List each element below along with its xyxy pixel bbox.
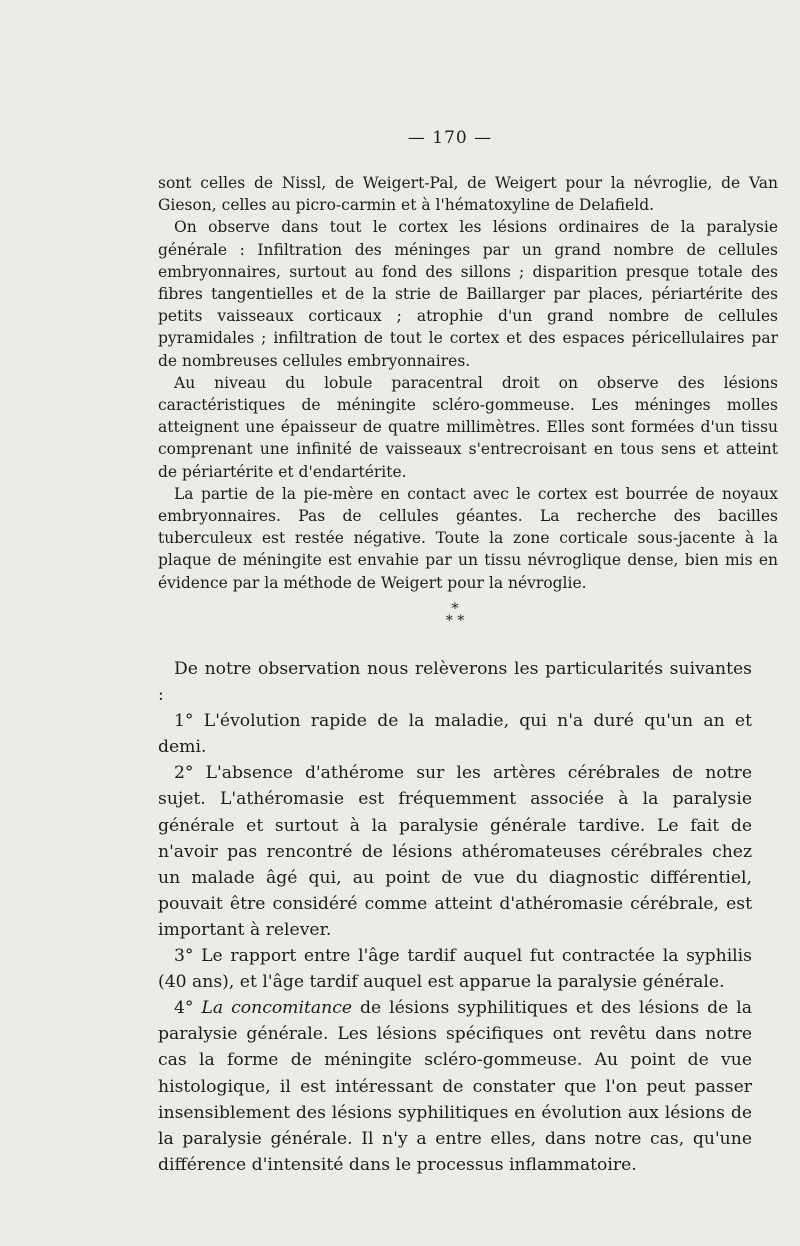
histology-section bbox=[158, 172, 778, 594]
paragraph-paracentral-lobule: Au niveau du lobule paracentral droit on observe des lésions caractéristiques de méningite scléro-gommeuse. Les méninges molles atteignent une épaisseur de quatre millimètres. Elles sont formées d'un tissu comprenant une infinité de vaisseaux s'entrecroisant en tous sens et atteint de périartérite et d'endartérite. bbox=[158, 373, 778, 481]
paragraph-point-2: 2° L'absence d'athérome sur les artères cérébrales de notre sujet. L'athéromasie est fréquemment associée à la paralysie générale et surtout à la paralysie générale tardive. Le fait de n'avoir pas rencontré de lésions athéromateuses cérébrales chez un malade âgé qui, au point de vue du diagnostic différentiel, pouvait être considéré comme atteint d'athéromasie cérébrale, est important à relever. bbox=[158, 763, 752, 940]
asterism-top: * bbox=[451, 601, 459, 617]
asterism-bottom: * * bbox=[445, 613, 465, 629]
paragraph-point-1: 1° L'évolution rapide de la maladie, qui n'a duré qu'un an et demi. bbox=[158, 711, 752, 758]
point-4-text: de lésions syphilitiques et des lésions de la paralysie générale. Les lésions spécifiques ont revêtu dans notre cas la forme de méningite scléro-gommeuse. Au point de vue histologique, il est intéressant de constater que l'on peut passer insensiblement des lésions syphilitiques en évolution aux lésions de la paralysie générale. Il n'y a entre elles, dans notre cas, qu'une différence d'intensité dans le processus inflammatoire. bbox=[158, 998, 752, 1175]
point-4-italic-term: La concomitance bbox=[201, 998, 352, 1019]
point-4-number: 4° bbox=[174, 998, 194, 1019]
paragraph-intro: De notre observation nous relèverons les particularités suivantes : bbox=[158, 659, 752, 706]
page-number: — 170 — bbox=[407, 128, 493, 148]
conclusions-section bbox=[158, 656, 752, 1178]
paragraph-cortex-lesions: On observe dans tout le cortex les lésions ordinaires de la paralysie générale : Infiltration des méninges par un grand nombre de cellules embryonnaires, surtout au fond des sillons ; disparition presque totale des fibres tangentielles et de la strie de Baillarger par places, périartérite des petits vaisseaux corticaux ; atrophie d'un grand nombre de cellules pyramidales ; infiltration de tout le cortex et des espaces péricellulaires par de nombreuses cellules embryonnaires. bbox=[158, 218, 778, 370]
asterism-separator bbox=[430, 603, 480, 627]
paragraph-pia-mater: La partie de la pie-mère en contact avec le cortex est bourrée de noyaux embryonnaires. Pas de cellules géantes. La recherche des bacilles tuberculeux est restée négative. Toute la zone corticale sous-jacente à la plaque de méningite est envahie par un tissu névroglique dense, bien mis en évidence par la méthode de Weigert pour la névroglie. bbox=[158, 484, 778, 592]
paragraph-staining-methods: sont celles de Nissl, de Weigert-Pal, de Weigert pour la névroglie, de Van Gieson, celles au picro-carmin et à l'hématoxyline de Delafield. bbox=[158, 174, 778, 215]
paragraph-point-4 bbox=[158, 995, 752, 1178]
paragraph-point-3: 3° Le rapport entre l'âge tardif auquel fut contractée la syphilis (40 ans), et l'âge tardif auquel est apparue la paralysie générale. bbox=[158, 946, 752, 993]
